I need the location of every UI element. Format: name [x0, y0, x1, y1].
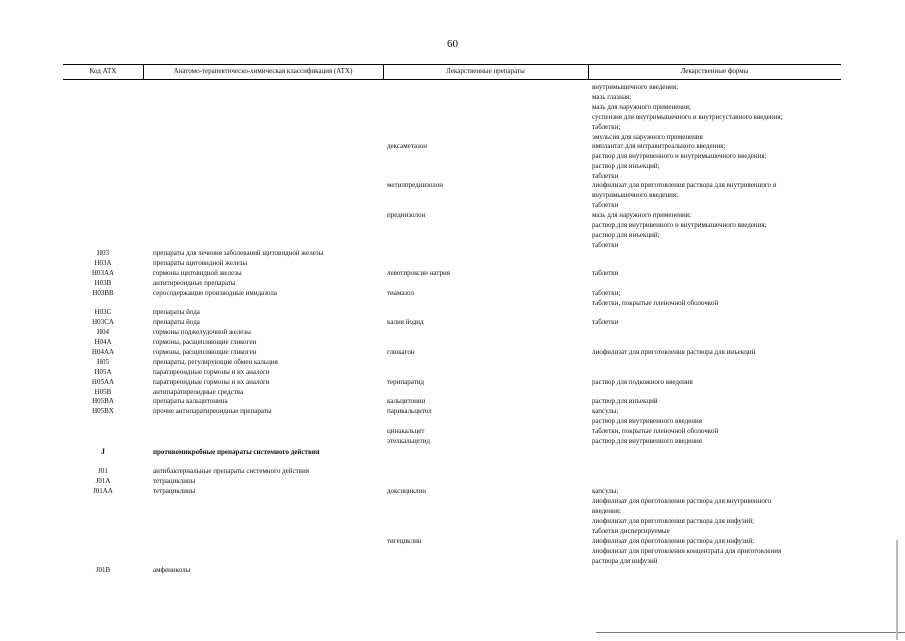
drug-name: тигециклин: [387, 537, 422, 545]
drug-name: цинакальцет: [387, 427, 425, 435]
dosage-form: лиофилизат для приготовления раствора для инфузий;: [592, 537, 755, 545]
atc-code: H04A: [94, 338, 112, 346]
dosage-form: суспензия для внутримышечного и внутрисуставного введения;: [592, 113, 783, 121]
drug-name: тиамазол: [387, 289, 415, 297]
drug-name: парикальцитол: [387, 407, 432, 415]
atc-classification: препараты, регулирующие обмен кальция: [153, 358, 278, 366]
atc-code: J01A: [95, 477, 111, 485]
atc-classification: антипаратиреоидные средства: [153, 388, 244, 396]
dosage-form: раствор для подкожного введения: [592, 378, 693, 386]
atc-code: J01: [98, 467, 108, 475]
dosage-form: таблетки: [592, 269, 619, 277]
dosage-form: внутримышечного введения;: [592, 83, 679, 91]
table-header: [63, 64, 841, 80]
header-code: Код АТХ: [89, 67, 117, 75]
drug-name: метилпреднизолон: [387, 181, 444, 189]
drug-name: доксициклин: [387, 487, 427, 495]
drug-name: левотироксин натрия: [387, 269, 450, 277]
atc-code: J01AA: [93, 487, 113, 495]
dosage-form: раствор для внутривенного введения: [592, 417, 703, 425]
atc-classification: гормоны поджелудочной железы: [153, 328, 251, 336]
dosage-form: лиофилизат для приготовления раствора для инъекций: [592, 348, 756, 356]
atc-code: H05BX: [92, 407, 114, 415]
dosage-form: раствор для инъекций: [592, 397, 658, 405]
atc-classification: противомикробные препараты системного действия: [153, 448, 320, 456]
dosage-form: раствор для инъекций;: [592, 162, 660, 170]
dosage-form: эмульсия для наружного применения: [592, 133, 703, 141]
atc-code: H03A: [94, 259, 112, 267]
atc-classification: препараты для лечения заболеваний щитовидной железы: [153, 249, 324, 257]
drug-name: терипаратид: [387, 378, 425, 386]
atc-classification: препараты щитовидной железы: [153, 259, 248, 267]
dosage-form: раствор для внутривенного и внутримышечного введения;: [592, 221, 767, 229]
dosage-form: лиофилизат для приготовления раствора для внутривенного: [592, 497, 772, 505]
header-forms: Лекарственные формы: [680, 67, 749, 75]
atc-code: J01B: [95, 566, 111, 574]
page-number: 60: [447, 38, 458, 50]
atc-classification: гормоны щитовидной железы: [153, 269, 242, 277]
dosage-form: мазь глазная;: [592, 93, 632, 101]
dosage-form: таблетки диспергируемые: [592, 527, 670, 535]
atc-code: H04AA: [91, 348, 115, 356]
drug-name: глюкагон: [387, 348, 415, 356]
atc-classification: антибактериальные препараты системного действия: [153, 467, 309, 475]
dosage-form: мазь для наружного применения;: [592, 103, 691, 111]
atc-code: H03BB: [92, 289, 114, 297]
atc-code: H03AA: [91, 269, 115, 277]
atc-classification: препараты йода: [153, 318, 200, 326]
atc-code: J: [101, 447, 105, 456]
atc-classification: гормоны, расщепляющие гликоген: [153, 348, 257, 356]
atc-code: H05A: [94, 368, 112, 376]
atc-classification: паратиреоидные гормоны и их аналоги: [153, 378, 270, 386]
drug-name: этелкальцетид: [387, 437, 431, 445]
dosage-form: капсулы;: [592, 407, 619, 415]
atc-classification: антитиреоидные препараты: [153, 279, 236, 287]
atc-classification: паратиреоидные гормоны и их аналоги: [153, 368, 270, 376]
atc-code: H03: [96, 249, 110, 257]
scan-edge: [896, 540, 898, 640]
dosage-form: раствор для инъекций;: [592, 231, 660, 239]
atc-classification: гормоны, расщепляющие гликоген: [153, 338, 257, 346]
dosage-form: таблетки, покрытые пленочной оболочкой: [592, 427, 719, 435]
drug-name: калия йодид: [387, 318, 424, 326]
drug-name: преднизолон: [387, 211, 426, 219]
dosage-form: внутримышечного введения;: [592, 191, 679, 199]
atc-code: H03CA: [92, 318, 114, 326]
atc-classification: тетрациклины: [153, 487, 196, 495]
atc-code: H03B: [94, 279, 112, 287]
dosage-form: лиофилизат для приготовления раствора для инфузий;: [592, 517, 755, 525]
dosage-form: капсулы;: [592, 487, 619, 495]
header-divider: [383, 64, 384, 80]
atc-classification: прочие антипаратиреоидные препараты: [153, 407, 272, 415]
atc-code: H05AA: [91, 378, 115, 386]
dosage-form: имплантат для интравитреального введения;: [592, 142, 726, 150]
header-divider: [588, 64, 589, 80]
atc-classification: препараты кальцитонина: [153, 397, 228, 405]
atc-code: H03C: [94, 308, 112, 316]
dosage-form: раствор для внутривенного и внутримышечного введения;: [592, 152, 767, 160]
dosage-form: введения;: [592, 507, 621, 515]
dosage-form: лиофилизат для приготовления раствора для внутривенного и: [592, 181, 777, 189]
dosage-form: таблетки: [592, 318, 619, 326]
atc-code: H05BA: [92, 397, 114, 405]
atc-classification: препараты йода: [153, 308, 200, 316]
dosage-form: таблетки, покрытые пленочной оболочкой: [592, 299, 719, 307]
header-drugs: Лекарственные препараты: [446, 67, 525, 75]
atc-code: H04: [96, 328, 110, 336]
dosage-form: таблетки: [592, 201, 619, 209]
dosage-form: лиофилизат для приготовления концентрата для приготовления: [592, 547, 782, 555]
dosage-form: таблетки;: [592, 289, 621, 297]
dosage-form: таблетки: [592, 241, 619, 249]
atc-classification: амфениколы: [153, 566, 191, 574]
dosage-form: таблетки: [592, 172, 619, 180]
drug-name: кальцитонин: [387, 397, 426, 405]
dosage-form: раствор для внутривенного введения: [592, 437, 703, 445]
atc-classification: тетрациклины: [153, 477, 196, 485]
dosage-form: таблетки;: [592, 123, 621, 131]
atc-classification: серосодержащие производные имидазола: [153, 289, 277, 297]
header-divider: [143, 64, 144, 80]
drug-name: дексаметазон: [387, 142, 427, 150]
atc-code: H05: [96, 358, 110, 366]
dosage-form: раствора для инфузий: [592, 557, 658, 565]
header-classification: Анатомо-терапевтическо-химическая классификация (АТХ): [173, 67, 353, 75]
atc-code: H05B: [94, 388, 112, 396]
dosage-form: мазь для наружного применения;: [592, 211, 691, 219]
